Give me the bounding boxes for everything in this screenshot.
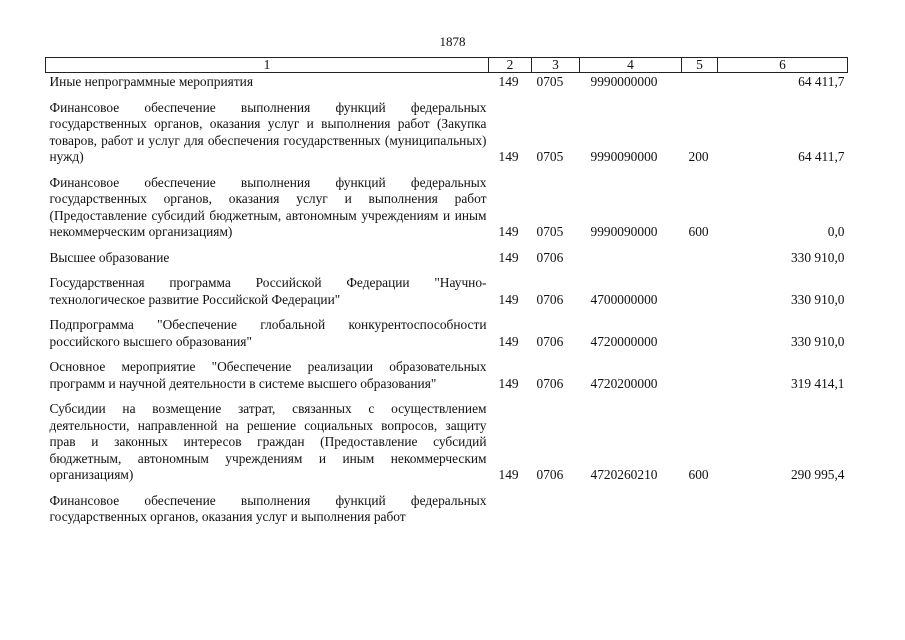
row-gr xyxy=(489,484,532,526)
row-vr xyxy=(682,266,718,308)
table-header-row xyxy=(46,58,848,73)
row-rzpr xyxy=(532,484,580,526)
table-row xyxy=(46,266,848,308)
row-csr xyxy=(580,484,682,526)
row-vr: 600 xyxy=(688,224,709,239)
row-csr: 9990090000 xyxy=(590,149,658,164)
row-csr: 9990000000 xyxy=(590,74,658,89)
row-name: Иные непрограммные мероприятия xyxy=(49,74,253,89)
row-rzpr: 0706 xyxy=(536,333,564,349)
row-gr: 149 xyxy=(498,375,519,391)
row-amount: 330 910,0 xyxy=(790,333,845,349)
row-amount: 330 910,0 xyxy=(790,249,845,265)
row-amount: 64 411,7 xyxy=(798,149,845,164)
row-vr xyxy=(682,241,718,267)
row-rzpr: 0705 xyxy=(536,74,564,89)
table-row xyxy=(46,91,848,166)
column-header-5: 5 xyxy=(682,58,718,73)
page-number: 1878 xyxy=(439,34,466,49)
table-row xyxy=(46,484,848,526)
row-gr: 149 xyxy=(498,74,519,89)
row-name: Субсидии на возмещение затрат, связанных с осуществлением деятельности, направленной на решение социальных вопросов, защиту прав и законных интересов граждан (Предоставление субсидий бюджетным, автономным учреждениям и иным некоммерческим организациям) xyxy=(49,401,487,482)
column-header-4: 4 xyxy=(580,58,682,73)
table-row xyxy=(46,241,848,267)
budget-table xyxy=(45,57,848,526)
row-csr: 4720200000 xyxy=(590,375,658,391)
table-row xyxy=(46,392,848,484)
row-csr xyxy=(580,241,682,267)
column-header-3: 3 xyxy=(532,58,580,73)
row-vr xyxy=(682,350,718,392)
column-header-2: 2 xyxy=(489,58,532,73)
row-name: Финансовое обеспечение выполнения функций федеральных государственных органов, оказания услуг и выполнения работ (Предоставление субсидий бюджетным, автономным учреждениям и иным некоммерческим организациям) xyxy=(49,174,487,239)
row-amount: 319 414,1 xyxy=(790,375,845,391)
row-gr: 149 xyxy=(498,467,519,482)
row-amount xyxy=(718,484,848,526)
row-vr xyxy=(682,308,718,350)
table-header xyxy=(46,58,848,73)
row-amount: 64 411,7 xyxy=(798,74,845,89)
row-name: Государственная программа Российской Федерации "Научно-технологическое развитие Российской Федерации" xyxy=(49,275,487,307)
row-amount: 0,0 xyxy=(827,224,845,239)
row-name: Подпрограмма "Обеспечение глобальной конкурентоспособности российского высшего образования" xyxy=(49,317,487,349)
row-gr: 149 xyxy=(498,291,519,307)
row-amount: 290 995,4 xyxy=(790,467,845,482)
row-name: Финансовое обеспечение выполнения функций федеральных государственных органов, оказания услуг и выполнения работ (Закупка товаров, работ и услуг для обеспечения государственных (муниципальных) нужд) xyxy=(49,99,487,164)
row-rzpr: 0706 xyxy=(536,467,564,482)
row-vr xyxy=(682,484,718,526)
column-header-6: 6 xyxy=(718,58,848,73)
row-name: Высшее образование xyxy=(49,249,170,265)
row-csr: 4700000000 xyxy=(590,291,658,307)
row-vr xyxy=(682,73,718,91)
row-csr: 4720260210 xyxy=(590,467,658,482)
table-row xyxy=(46,308,848,350)
row-csr: 9990090000 xyxy=(590,224,658,239)
row-csr: 4720000000 xyxy=(590,333,658,349)
table-row xyxy=(46,73,848,91)
row-name: Основное мероприятие "Обеспечение реализации образовательных программ и научной деятельности в системе высшего образования" xyxy=(49,359,487,391)
row-vr: 600 xyxy=(688,467,709,482)
row-rzpr: 0706 xyxy=(536,291,564,307)
row-rzpr: 0705 xyxy=(536,224,564,239)
row-gr: 149 xyxy=(498,149,519,164)
table-body xyxy=(46,73,848,526)
row-gr: 149 xyxy=(498,333,519,349)
row-amount: 330 910,0 xyxy=(790,291,845,307)
table-row xyxy=(46,350,848,392)
row-vr: 200 xyxy=(688,149,709,164)
row-name: Финансовое обеспечение выполнения функций федеральных государственных органов, оказания услуг и выполнения работ xyxy=(49,492,487,524)
row-gr: 149 xyxy=(498,224,519,239)
row-gr: 149 xyxy=(498,249,519,265)
row-rzpr: 0705 xyxy=(536,149,564,164)
row-rzpr: 0706 xyxy=(536,249,564,265)
row-rzpr: 0706 xyxy=(536,375,564,391)
table-row xyxy=(46,166,848,241)
column-header-1: 1 xyxy=(46,58,489,73)
